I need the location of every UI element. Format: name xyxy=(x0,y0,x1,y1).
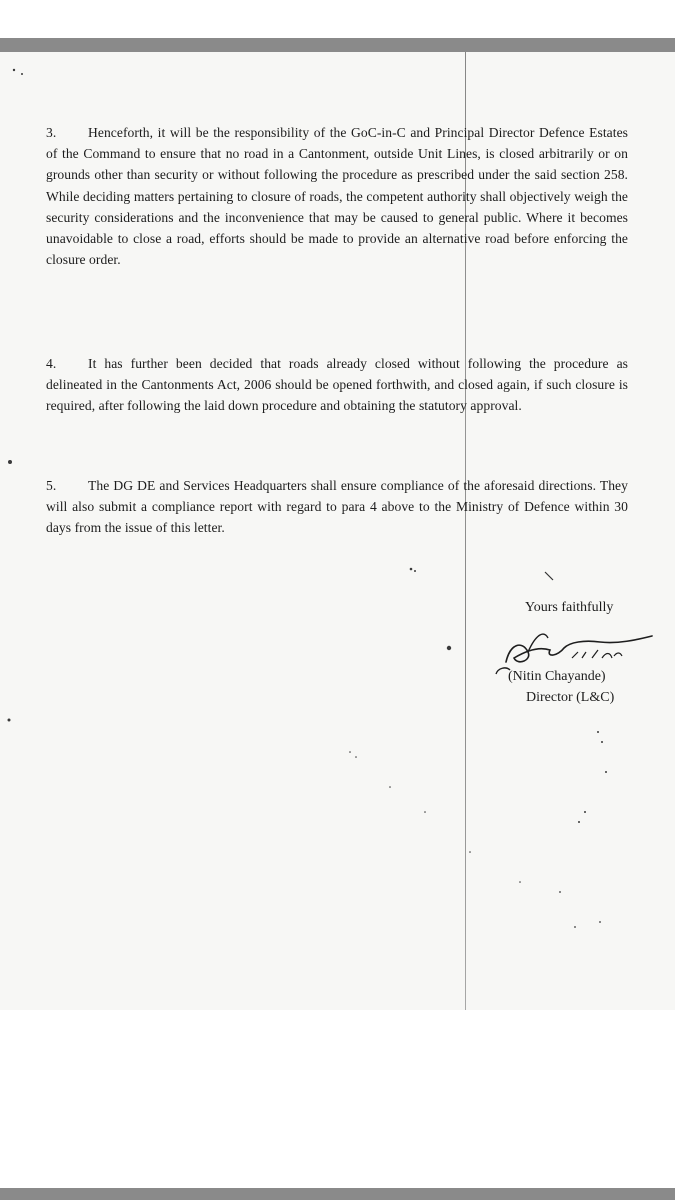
signatory-name: (Nitin Chayande) xyxy=(508,669,606,684)
top-margin xyxy=(0,0,675,38)
paragraph-3-text: Henceforth, it will be the responsibility of the GoC-in-C and Principal Director Defence Estates of the Command to ensure that no road in a Cantonment, outside Unit Lines, is closed arbitrarily or on grounds other than security or without following the procedure as prescribed under the said section 258. While deciding matters pertaining to closure of roads, the competent authority shall objectively weigh the security considerations and the inconvenience that may be caused to general public. Where it becomes unavoidable to close a road, efforts should be made to provide an alternative road before enforcing the closure order. xyxy=(46,125,628,268)
paragraph-4-number: 4. xyxy=(46,356,57,371)
signatory-title: Director (L&C) xyxy=(526,690,615,705)
paragraph-3-number: 3. xyxy=(46,125,57,140)
bottom-frame-bar xyxy=(0,1188,675,1200)
paragraph-3 xyxy=(46,122,628,270)
paragraph-4 xyxy=(46,353,628,417)
paragraph-4-text: It has further been decided that roads already closed without following the procedure as delineated in the Cantonments Act, 2006 should be opened forthwith, and closed again, if such closure is required, after following the laid down procedure and obtaining the statutory approval. xyxy=(46,356,628,414)
paragraph-5-number: 5. xyxy=(46,478,57,493)
top-frame-bar xyxy=(0,38,675,52)
closing-salutation: Yours faithfully xyxy=(525,600,614,615)
paragraph-5 xyxy=(46,475,628,539)
paragraph-5-text: The DG DE and Services Headquarters shall ensure compliance of the aforesaid directions. They will also submit a compliance report with regard to para 4 above to the Ministry of Defence within 30 days from the issue of this letter. xyxy=(46,478,628,536)
